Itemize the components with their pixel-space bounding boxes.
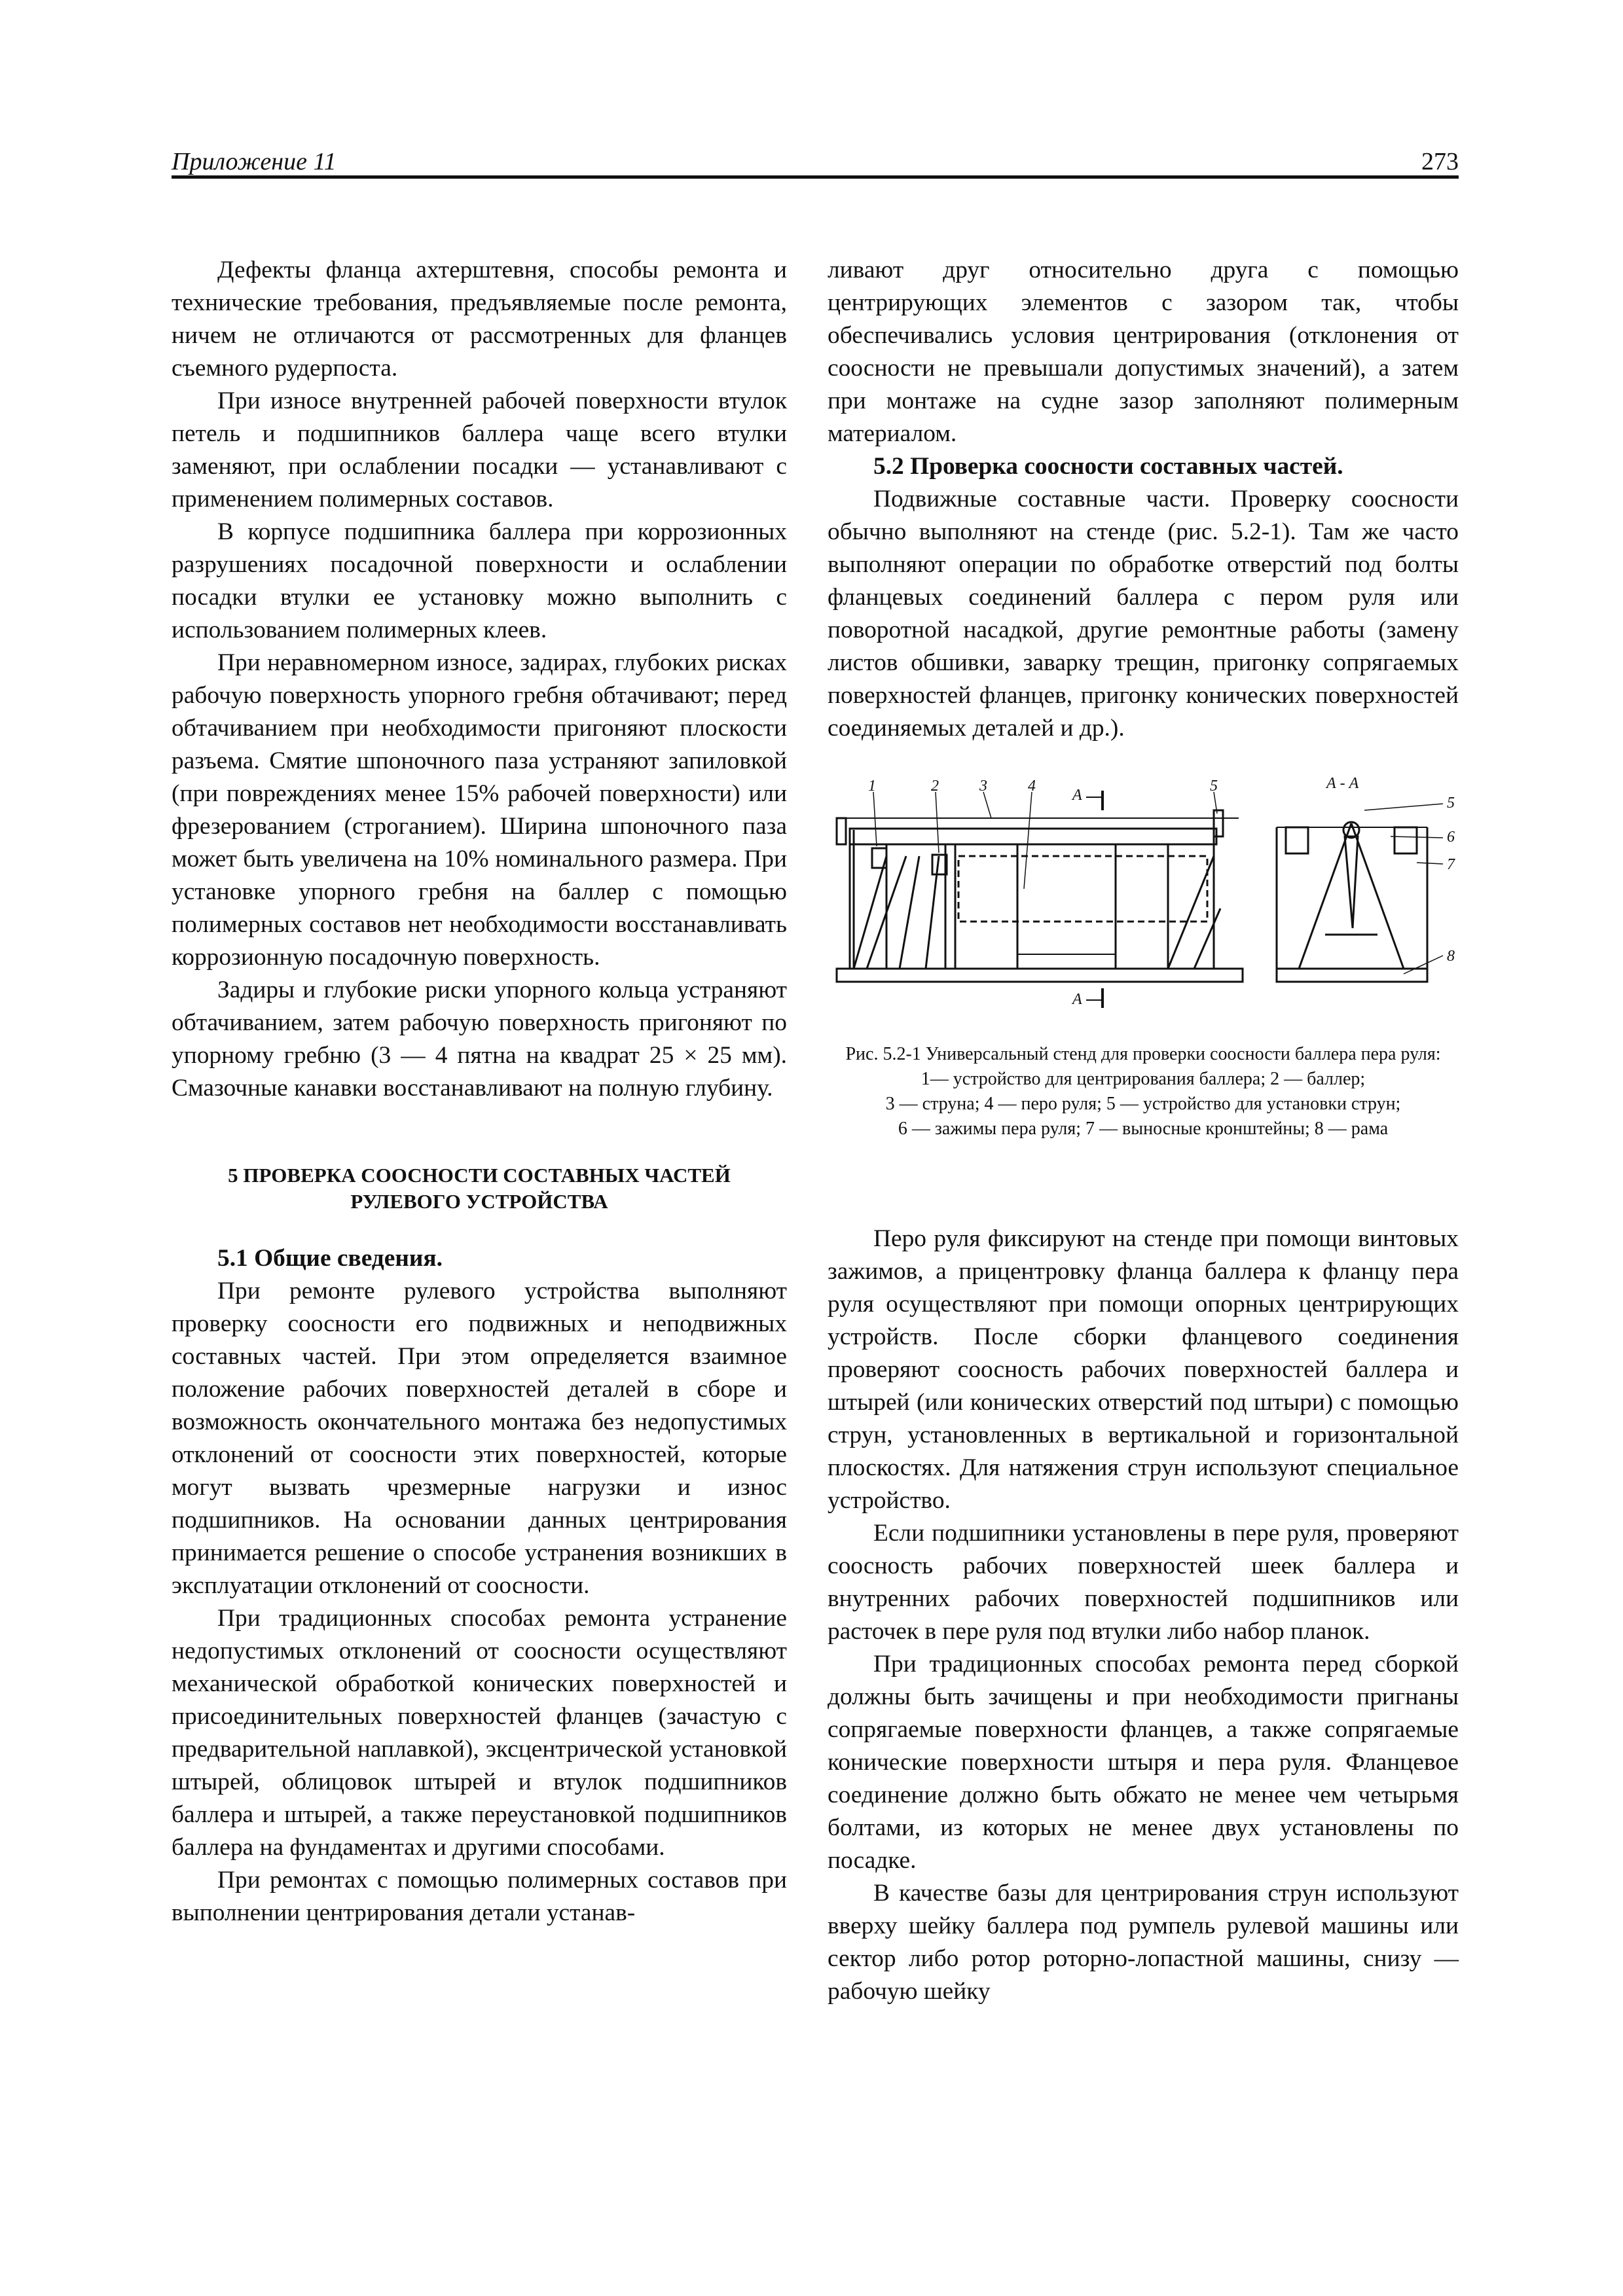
paragraph: При традиционных способах ремонта устранение недопустимых отклонений от соосности осуществляют механической обработкой конических поверхностей и присоединительных поверхностей фланцев (зачастую с предварительной наплавкой), эксцентрической установкой штырей, облицовок штырей и втулок подшипников баллера и штырей, а также переустановкой подшипников баллера на фундаментах и другими способами. [172, 1605, 787, 1861]
leader-line [1364, 804, 1443, 810]
paragraph: Задиры и глубокие риски упорного кольца устраняют обтачиванием, затем рабочую поверхность пригоняют по упорному гребню (3 — 4 пятна на квадрат 25 × 25 мм). Смазочные канавки восстанавливают на полную глубину. [172, 977, 787, 1102]
leader-line [983, 792, 991, 818]
figure-labels [868, 778, 1455, 1008]
leader-line [873, 792, 877, 846]
leader-line [1417, 863, 1443, 864]
view-label: А - А [1326, 778, 1359, 792]
paragraph: При традиционных способах ремонта перед сборкой должны быть зачищены и при необходимости пригнаны сопрягаемые поверхности фланцев, а также сопрягаемые конические поверхности штыря и пера руля. Фланцевое соединение должно быть обжато не менее чем четырьмя болтами, из которых не менее двух установлены по посадке. [828, 1651, 1459, 1874]
paragraph: Дефекты фланца ахтерштевня, способы ремонта и технические требования, предъявляемые после ремонта, ничем не отличаются от рассмотренных для фланцев съемного рудерпоста. [172, 257, 787, 382]
support-leg [1299, 823, 1351, 969]
section-label-top: А [1072, 787, 1082, 804]
paragraph: При ремонте рулевого устройства выполняют проверку соосности его подвижных и неподвижных составных частей. При этом определяется взаимное положение рабочих поверхностей деталей в сборе и возможность окончательного монтажа без недопустимых отклонений от соосности этих поверхностей, которые могут вызвать чрезмерные нагрузки и износ подшипников. На основании данных центрирования принимается решение о способе устранения возникших в эксплуатации отклонений от соосности. [172, 1278, 787, 1599]
header-rule [172, 175, 1459, 179]
bracket-left [1286, 827, 1308, 853]
label-2: 2 [931, 778, 939, 795]
right-column-bottom [828, 1223, 1459, 2008]
paragraph: В качестве базы для центрирования струн используют вверху шейку баллера под румпель рулевой машины или сектор либо ротор роторно-лопастной машины, снизу — рабочую шейку [828, 1880, 1459, 2005]
label-6: 6 [1447, 829, 1455, 846]
label-1: 1 [868, 778, 876, 795]
brace [900, 856, 919, 969]
caption-line: 6 — зажимы пера руля; 7 — выносные кронштейны; 8 — рама [898, 1119, 1389, 1139]
rudder-blade [958, 856, 1207, 922]
leader-line [1391, 836, 1443, 838]
label-4: 4 [1028, 778, 1036, 795]
section-label-bottom: А [1072, 991, 1082, 1008]
rudder-section [1345, 836, 1358, 928]
support-leg [1351, 823, 1404, 969]
label-7: 7 [1447, 856, 1455, 873]
string-device [837, 818, 846, 844]
base-frame [837, 969, 1243, 982]
section-title: 5 ПРОВЕРКА СООСНОСТИ СОСТАВНЫХ ЧАСТЕЙ РУЛЕВОГО УСТРОЙСТВА [228, 1164, 731, 1213]
left-column [172, 254, 787, 1929]
section-base [1277, 969, 1427, 982]
leader-line [1404, 956, 1443, 974]
caption-title: Рис. 5.2-1 Универсальный стенд для проверки соосности баллера пера руля: [845, 1044, 1441, 1064]
string-device [1214, 810, 1223, 836]
label-8: 8 [1447, 948, 1455, 965]
right-column-top [828, 254, 1459, 745]
caption-line: 3 — струна; 4 — перо руля; 5 — устройство для установки струн; [885, 1094, 1401, 1114]
paragraph: Перо руля фиксируют на стенде при помощи винтовых зажимов, а прицентровку фланца баллера к фланцу пера руля осуществляют при помощи опорных центрирующих устройств. После сборки фланцевого соединения проверяют соосность рабочих поверхностей баллера и штырей (или конических отверстий под штыри) с помощью струн, установленных в вертикальной и горизонтальной плоскостях. Для натяжения струн используют специальное устройство. [828, 1225, 1459, 1514]
paragraph: Если подшипники установлены в пере руля, проверяют соосность рабочих поверхностей шеек баллера и внутренних рабочих поверхностей подшипников или расточек в пере руля под втулки либо набор планок. [828, 1520, 1459, 1645]
section-view-a-a [1277, 804, 1443, 982]
caption-line: 1— устройство для центрирования баллера; 2 — баллер; [921, 1069, 1366, 1089]
label-3: 3 [979, 778, 987, 795]
brace [854, 856, 886, 969]
running-head: Приложение 11 [172, 148, 337, 175]
stand-side-view [837, 791, 1243, 1008]
paragraph: В корпусе подшипника баллера при коррозионных разрушениях посадочной поверхности и ослаблении посадки втулки ее установку можно выполнить с использованием полимерных клеев. [172, 518, 787, 643]
bracket-right [1395, 827, 1417, 853]
figure-stand-diagram [828, 778, 1459, 1036]
top-beam [850, 829, 1216, 844]
leader-line [1024, 792, 1032, 889]
paragraph: При неравномерном износе, задирах, глубоких рисках рабочую поверхность упорного гребня обтачивают; перед обтачиванием при необходимости пригоняют плоскости разъема. Смятие шпоночного паза устраняют запиловкой (при повреждениях менее 15% рабочей поверхности) или фрезерованием (строганием). Ширина шпоночного паза может быть увеличена на 10% номинального размера. При установке упорного гребня на баллер с помощью полимерных составов нет необходимости восстанавливать коррозионную посадочную поверхность. [172, 649, 787, 971]
label-5: 5 [1210, 778, 1218, 795]
label-5b: 5 [1447, 795, 1455, 812]
subsection-heading: 5.2 Проверка соосности составных частей. [873, 453, 1343, 480]
paragraph: При ремонтах с помощью полимерных составов при выполнении центрирования детали устанав- [172, 1867, 787, 1926]
page-number: 273 [1421, 148, 1459, 175]
paragraph: ливают друг относительно друга с помощью центрирующих элементов с зазором так, чтобы обеспечивались условия центрирования (отклонения от соосности не превышали допустимых значений), а затем при монтаже на судне зазор заполняют полимерным материалом. [828, 257, 1459, 447]
paragraph: Подвижные составные части. Проверку соосности обычно выполняют на стенде (рис. 5.2-1). Там же часто выполняют операции по обработке отверстий под болты фланцевых соединений баллера с пером руля или поворотной насадкой, другие ремонтные работы (замену листов обшивки, заварку трещин, пригонку сопрягаемых поверхностей фланцев, пригонку конических поверхностей соединяемых деталей и др.). [828, 486, 1459, 742]
paragraph: При износе внутренней рабочей поверхности втулок петель и подшипников баллера чаще всего втулки заменяют, при ослаблении посадки — устанавливают с применением полимерных составов. [172, 387, 787, 512]
subsection-heading: 5.1 Общие сведения. [217, 1245, 443, 1272]
figure-caption [828, 1042, 1459, 1141]
